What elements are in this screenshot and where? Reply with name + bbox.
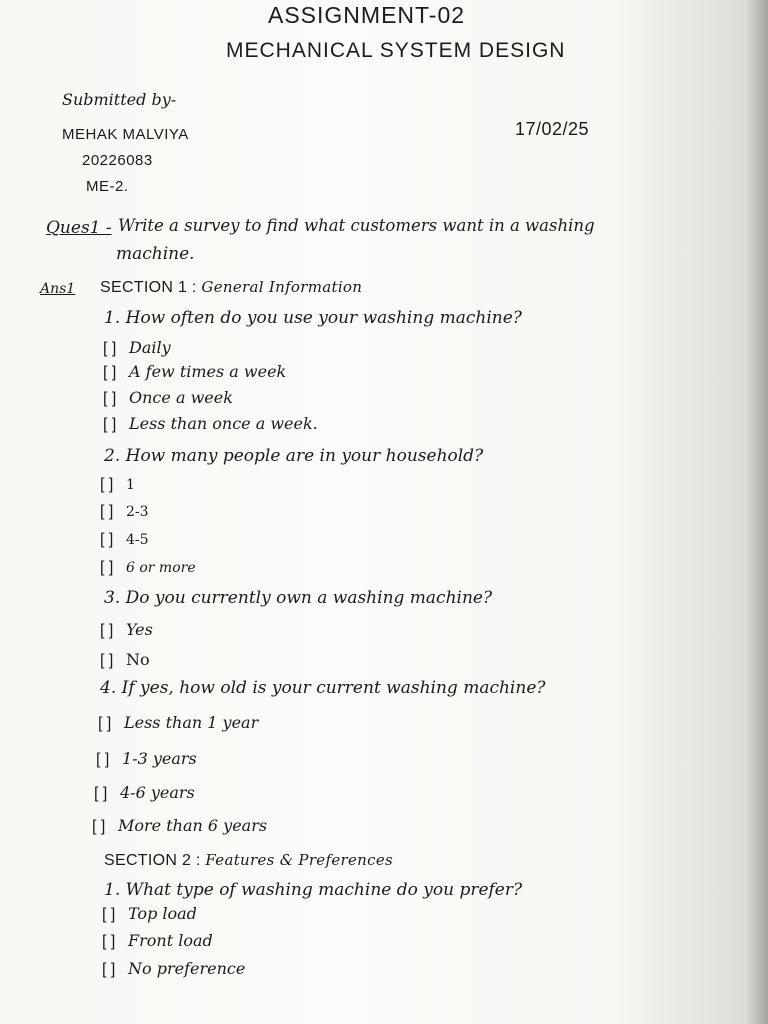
checkbox-icon: [ ] [103, 416, 117, 433]
q4-option-4 [92, 818, 267, 835]
checkbox-icon: [ ] [100, 559, 114, 576]
q4-option-3 [94, 785, 195, 802]
student-name: MEHAK MALVIYA [62, 126, 189, 143]
option-label: 1 [126, 477, 135, 493]
option-label: Daily [129, 338, 171, 357]
q1-text: 1. How often do you use your washing machine? [104, 308, 522, 328]
section2-title: Features & Preferences [205, 851, 393, 869]
s2q1-text: 1. What type of washing machine do you prefer? [104, 880, 523, 900]
q1-option-1 [103, 340, 171, 357]
option-label: 4-6 years [120, 783, 195, 802]
checkbox-icon: [ ] [100, 531, 114, 548]
option-label: 6 or more [126, 560, 196, 576]
option-label: Less than 1 year [124, 713, 259, 732]
page-edge-shadow [746, 0, 768, 1024]
option-label: 1-3 years [122, 749, 197, 768]
option-label: No [126, 650, 150, 669]
checkbox-icon: [ ] [103, 364, 117, 381]
section2-heading [104, 853, 393, 869]
q3-text: 3. Do you currently own a washing machine? [104, 588, 493, 608]
option-label: More than 6 years [118, 816, 268, 835]
date: 17/02/25 [515, 119, 590, 139]
section2-prefix: SECTION 2 : [104, 852, 201, 869]
q4-option-1 [98, 715, 258, 732]
q3-option-1 [100, 622, 153, 639]
q2-option-2 [100, 503, 149, 520]
option-label: Top load [128, 904, 197, 923]
question-text-line1: Write a survey to find what customers want in a washing [118, 216, 595, 235]
checkbox-icon: [ ] [94, 785, 108, 802]
option-label: Once a week [129, 388, 233, 407]
checkbox-icon: [ ] [102, 933, 116, 950]
checkbox-icon: [ ] [98, 715, 112, 732]
checkbox-icon: [ ] [100, 622, 114, 639]
section1-title: General Information [201, 278, 363, 296]
option-label: Less than once a week. [129, 414, 318, 433]
section1-prefix: SECTION 1 : [100, 279, 197, 296]
roll-number: 20226083 [82, 152, 153, 169]
q3-option-2 [100, 652, 150, 669]
checkbox-icon: [ ] [96, 751, 110, 768]
checkbox-icon: [ ] [100, 503, 114, 520]
checkbox-icon: [ ] [100, 652, 114, 669]
s2q1-option-2 [102, 933, 213, 950]
answer-number: Ans1 [40, 281, 76, 297]
assignment-title: ASSIGNMENT-02 [268, 2, 466, 28]
option-label: A few times a week [129, 362, 287, 381]
checkbox-icon: [ ] [103, 340, 117, 357]
q4-option-2 [96, 751, 197, 768]
q1-option-3 [103, 390, 233, 407]
question-text-line2: machine. [116, 244, 195, 264]
section1-heading [100, 280, 362, 296]
s2q1-option-1 [102, 906, 197, 923]
checkbox-icon: [ ] [92, 818, 106, 835]
checkbox-icon: [ ] [103, 390, 117, 407]
option-label: Yes [126, 620, 153, 639]
option-label: No preference [128, 959, 246, 978]
q1-option-2 [103, 364, 286, 381]
option-label: 2-3 [126, 504, 149, 520]
checkbox-icon: [ ] [102, 906, 116, 923]
option-label: 4-5 [126, 532, 149, 548]
checkbox-icon: [ ] [100, 476, 114, 493]
q4-text: 4. If yes, how old is your current washing machine? [100, 678, 546, 698]
question-label [46, 220, 112, 237]
q2-option-1 [100, 476, 135, 493]
subject-title: MECHANICAL SYSTEM DESIGN [226, 39, 566, 62]
checkbox-icon: [ ] [102, 961, 116, 978]
q1-option-4 [103, 416, 318, 433]
option-label: Front load [128, 931, 213, 950]
answer-label [40, 282, 75, 296]
s2q1-option-3 [102, 961, 245, 978]
question-number: Ques1 - [46, 218, 112, 238]
q2-option-3 [100, 531, 149, 548]
q2-text: 2. How many people are in your household? [104, 446, 484, 466]
submitted-by-label: Submitted by- [62, 90, 177, 109]
q2-option-4 [100, 559, 196, 576]
branch: ME-2. [86, 178, 129, 195]
